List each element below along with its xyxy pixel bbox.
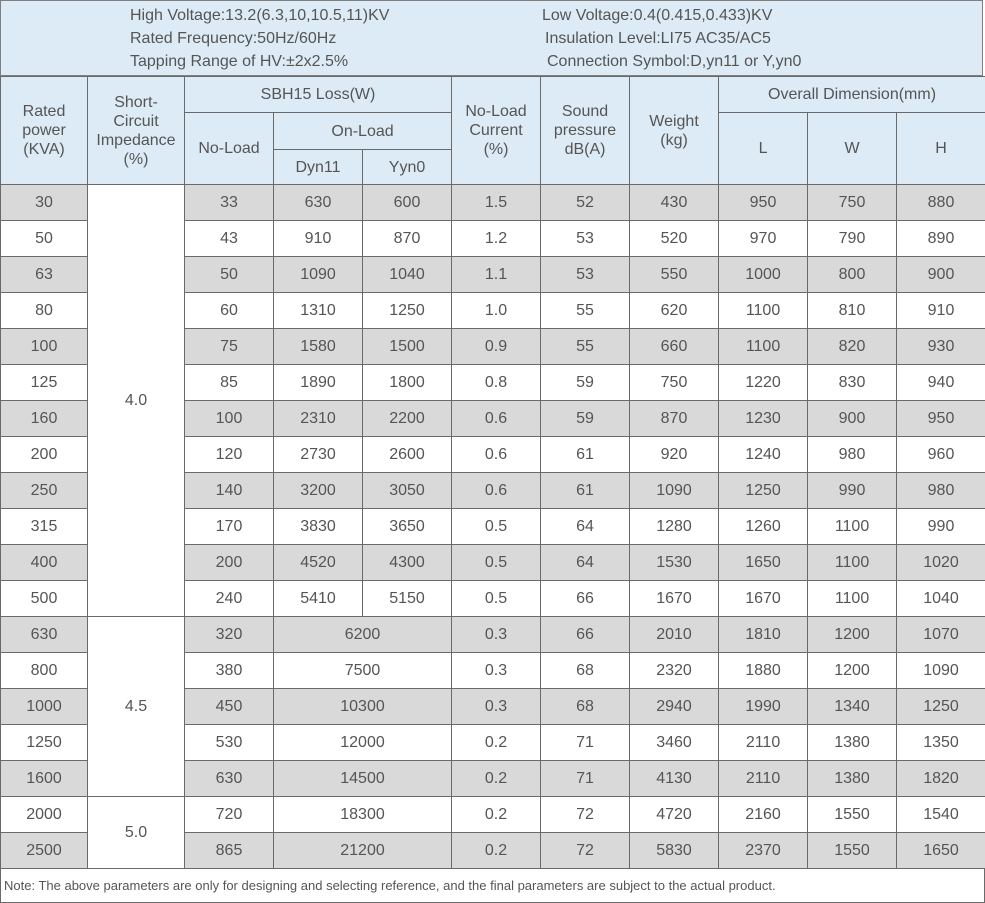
cell-height: 890	[897, 221, 985, 257]
cell-weight: 1670	[630, 581, 719, 617]
cell-height: 1250	[897, 689, 985, 725]
cell-rated-power: 160	[1, 401, 88, 437]
cell-sound-pressure: 59	[541, 401, 630, 437]
cell-rated-power: 50	[1, 221, 88, 257]
cell-sound-pressure: 68	[541, 689, 630, 725]
cell-no-load-current: 0.9	[452, 329, 541, 365]
header-impedance: Short- Circuit Impedance (%)	[88, 77, 185, 185]
note-text: Note: The above parameters are only for designing and selecting reference, and the final parameters are subject to the actual product.	[0, 868, 985, 903]
cell-dyn11-loss: 5410	[274, 581, 363, 617]
cell-rated-power: 400	[1, 545, 88, 581]
cell-weight: 920	[630, 437, 719, 473]
high-voltage-text: High Voltage:13.2(6.3,10,10.5,11)KV	[130, 7, 390, 24]
cell-no-load-current: 0.3	[452, 653, 541, 689]
cell-rated-power: 30	[1, 185, 88, 221]
cell-weight: 2320	[630, 653, 719, 689]
cell-sound-pressure: 66	[541, 617, 630, 653]
cell-no-load-loss: 530	[185, 725, 274, 761]
cell-no-load-loss: 75	[185, 329, 274, 365]
cell-dyn11-loss: 3200	[274, 473, 363, 509]
cell-rated-power: 800	[1, 653, 88, 689]
cell-no-load-current: 0.2	[452, 761, 541, 797]
cell-no-load-loss: 43	[185, 221, 274, 257]
cell-length: 2160	[719, 797, 808, 833]
cell-dyn11-loss: 4520	[274, 545, 363, 581]
header-yyn0: Yyn0	[363, 150, 452, 185]
cell-on-load-loss: 7500	[274, 653, 452, 689]
cell-impedance: 4.5	[88, 617, 185, 797]
cell-dyn11-loss: 2730	[274, 437, 363, 473]
cell-no-load-current: 0.5	[452, 545, 541, 581]
cell-sound-pressure: 53	[541, 221, 630, 257]
cell-yyn0-loss: 1250	[363, 293, 452, 329]
cell-sound-pressure: 59	[541, 365, 630, 401]
cell-width: 830	[808, 365, 897, 401]
cell-on-load-loss: 10300	[274, 689, 452, 725]
cell-weight: 4720	[630, 797, 719, 833]
cell-rated-power: 1250	[1, 725, 88, 761]
cell-yyn0-loss: 1800	[363, 365, 452, 401]
cell-sound-pressure: 61	[541, 473, 630, 509]
cell-height: 1820	[897, 761, 985, 797]
cell-dyn11-loss: 1890	[274, 365, 363, 401]
cell-width: 980	[808, 437, 897, 473]
cell-no-load-current: 1.1	[452, 257, 541, 293]
cell-weight: 4130	[630, 761, 719, 797]
cell-length: 2110	[719, 761, 808, 797]
cell-length: 1250	[719, 473, 808, 509]
cell-width: 1550	[808, 797, 897, 833]
table-row	[1, 185, 985, 221]
cell-length: 1810	[719, 617, 808, 653]
cell-no-load-current: 0.6	[452, 401, 541, 437]
cell-length: 1990	[719, 689, 808, 725]
cell-width: 820	[808, 329, 897, 365]
cell-height: 1540	[897, 797, 985, 833]
cell-height: 1090	[897, 653, 985, 689]
cell-width: 1100	[808, 545, 897, 581]
cell-width: 750	[808, 185, 897, 221]
cell-no-load-loss: 120	[185, 437, 274, 473]
cell-yyn0-loss: 870	[363, 221, 452, 257]
cell-no-load-loss: 33	[185, 185, 274, 221]
cell-width: 790	[808, 221, 897, 257]
header-w: W	[808, 113, 897, 185]
cell-yyn0-loss: 2600	[363, 437, 452, 473]
cell-dyn11-loss: 630	[274, 185, 363, 221]
cell-no-load-current: 0.2	[452, 797, 541, 833]
cell-width: 1100	[808, 581, 897, 617]
header-dyn11: Dyn11	[274, 150, 363, 185]
cell-height: 1020	[897, 545, 985, 581]
cell-sound-pressure: 72	[541, 833, 630, 869]
cell-sound-pressure: 61	[541, 437, 630, 473]
cell-height: 1350	[897, 725, 985, 761]
cell-height: 930	[897, 329, 985, 365]
header-loss: SBH15 Loss(W)	[185, 77, 452, 113]
cell-dyn11-loss: 2310	[274, 401, 363, 437]
cell-rated-power: 100	[1, 329, 88, 365]
cell-length: 1220	[719, 365, 808, 401]
table-body	[1, 185, 985, 869]
cell-no-load-current: 0.5	[452, 581, 541, 617]
low-voltage-text: Low Voltage:0.4(0.415,0.433)KV	[542, 7, 773, 24]
cell-length: 2110	[719, 725, 808, 761]
cell-weight: 750	[630, 365, 719, 401]
cell-length: 1670	[719, 581, 808, 617]
cell-weight: 5830	[630, 833, 719, 869]
cell-length: 1230	[719, 401, 808, 437]
cell-width: 1200	[808, 653, 897, 689]
cell-yyn0-loss: 2200	[363, 401, 452, 437]
cell-no-load-current: 0.3	[452, 617, 541, 653]
cell-no-load-loss: 865	[185, 833, 274, 869]
cell-height: 940	[897, 365, 985, 401]
header-l: L	[719, 113, 808, 185]
cell-dyn11-loss: 3830	[274, 509, 363, 545]
cell-width: 1200	[808, 617, 897, 653]
cell-height: 980	[897, 473, 985, 509]
cell-length: 1880	[719, 653, 808, 689]
cell-dyn11-loss: 1090	[274, 257, 363, 293]
cell-no-load-current: 0.5	[452, 509, 541, 545]
cell-no-load-loss: 720	[185, 797, 274, 833]
cell-length: 1000	[719, 257, 808, 293]
tapping-range-text: Tapping Range of HV:±2x2.5%	[130, 53, 349, 70]
cell-weight: 620	[630, 293, 719, 329]
cell-sound-pressure: 71	[541, 725, 630, 761]
cell-width: 1100	[808, 509, 897, 545]
cell-no-load-loss: 85	[185, 365, 274, 401]
cell-height: 900	[897, 257, 985, 293]
cell-no-load-current: 1.5	[452, 185, 541, 221]
cell-no-load-current: 1.0	[452, 293, 541, 329]
cell-length: 2370	[719, 833, 808, 869]
cell-no-load-current: 0.8	[452, 365, 541, 401]
cell-rated-power: 2500	[1, 833, 88, 869]
cell-yyn0-loss: 1040	[363, 257, 452, 293]
cell-weight: 550	[630, 257, 719, 293]
cell-yyn0-loss: 3050	[363, 473, 452, 509]
cell-rated-power: 1000	[1, 689, 88, 725]
cell-no-load-current: 0.3	[452, 689, 541, 725]
cell-rated-power: 63	[1, 257, 88, 293]
cell-height: 1070	[897, 617, 985, 653]
header-dimension: Overall Dimension(mm)	[719, 77, 985, 113]
cell-weight: 2940	[630, 689, 719, 725]
cell-length: 1100	[719, 329, 808, 365]
cell-no-load-current: 0.2	[452, 833, 541, 869]
cell-sound-pressure: 64	[541, 509, 630, 545]
cell-weight: 430	[630, 185, 719, 221]
cell-no-load-loss: 380	[185, 653, 274, 689]
cell-no-load-loss: 450	[185, 689, 274, 725]
cell-rated-power: 250	[1, 473, 88, 509]
header-on-load: On-Load	[274, 113, 452, 150]
cell-dyn11-loss: 1580	[274, 329, 363, 365]
cell-no-load-current: 0.6	[452, 437, 541, 473]
cell-no-load-loss: 50	[185, 257, 274, 293]
cell-width: 1550	[808, 833, 897, 869]
cell-no-load-loss: 200	[185, 545, 274, 581]
cell-width: 1380	[808, 761, 897, 797]
cell-no-load-loss: 140	[185, 473, 274, 509]
header-no-load-current: No-Load Current (%)	[452, 77, 541, 185]
cell-yyn0-loss: 600	[363, 185, 452, 221]
cell-length: 1260	[719, 509, 808, 545]
cell-on-load-loss: 12000	[274, 725, 452, 761]
spec-header	[0, 0, 983, 76]
cell-no-load-loss: 630	[185, 761, 274, 797]
cell-rated-power: 630	[1, 617, 88, 653]
parameter-table	[0, 76, 985, 869]
cell-width: 900	[808, 401, 897, 437]
insulation-level-text: Insulation Level:LI75 AC35/AC5	[545, 30, 771, 47]
cell-yyn0-loss: 3650	[363, 509, 452, 545]
cell-weight: 870	[630, 401, 719, 437]
cell-yyn0-loss: 1500	[363, 329, 452, 365]
cell-dyn11-loss: 910	[274, 221, 363, 257]
cell-width: 800	[808, 257, 897, 293]
cell-weight: 660	[630, 329, 719, 365]
cell-no-load-loss: 170	[185, 509, 274, 545]
cell-height: 1040	[897, 581, 985, 617]
connection-symbol-text: Connection Symbol:D,yn11 or Y,yn0	[547, 53, 802, 70]
cell-no-load-loss: 100	[185, 401, 274, 437]
cell-rated-power: 2000	[1, 797, 88, 833]
cell-weight: 2010	[630, 617, 719, 653]
cell-length: 1240	[719, 437, 808, 473]
cell-sound-pressure: 72	[541, 797, 630, 833]
cell-yyn0-loss: 4300	[363, 545, 452, 581]
cell-on-load-loss: 18300	[274, 797, 452, 833]
cell-impedance: 5.0	[88, 797, 185, 869]
cell-length: 970	[719, 221, 808, 257]
cell-no-load-loss: 60	[185, 293, 274, 329]
cell-weight: 1280	[630, 509, 719, 545]
header-weight: Weight (kg)	[630, 77, 719, 185]
cell-sound-pressure: 71	[541, 761, 630, 797]
cell-width: 1340	[808, 689, 897, 725]
cell-height: 880	[897, 185, 985, 221]
cell-dyn11-loss: 1310	[274, 293, 363, 329]
cell-on-load-loss: 14500	[274, 761, 452, 797]
cell-weight: 1530	[630, 545, 719, 581]
cell-height: 1650	[897, 833, 985, 869]
cell-sound-pressure: 64	[541, 545, 630, 581]
cell-length: 950	[719, 185, 808, 221]
cell-width: 810	[808, 293, 897, 329]
cell-weight: 1090	[630, 473, 719, 509]
table-row	[1, 617, 985, 653]
cell-height: 910	[897, 293, 985, 329]
table-row	[1, 797, 985, 833]
cell-rated-power: 125	[1, 365, 88, 401]
header-no-load: No-Load	[185, 113, 274, 185]
cell-weight: 520	[630, 221, 719, 257]
cell-sound-pressure: 55	[541, 293, 630, 329]
rated-frequency-text: Rated Frequency:50Hz/60Hz	[130, 30, 337, 47]
header-h: H	[897, 113, 985, 185]
cell-no-load-current: 0.2	[452, 725, 541, 761]
cell-sound-pressure: 53	[541, 257, 630, 293]
cell-weight: 3460	[630, 725, 719, 761]
header-sound: Sound pressure dB(A)	[541, 77, 630, 185]
header-rated-power: Rated power (KVA)	[1, 77, 88, 185]
cell-height: 950	[897, 401, 985, 437]
cell-sound-pressure: 55	[541, 329, 630, 365]
cell-rated-power: 500	[1, 581, 88, 617]
cell-on-load-loss: 21200	[274, 833, 452, 869]
cell-rated-power: 80	[1, 293, 88, 329]
cell-no-load-current: 1.2	[452, 221, 541, 257]
cell-impedance: 4.0	[88, 185, 185, 617]
cell-sound-pressure: 52	[541, 185, 630, 221]
cell-length: 1650	[719, 545, 808, 581]
cell-height: 990	[897, 509, 985, 545]
cell-no-load-loss: 320	[185, 617, 274, 653]
cell-height: 960	[897, 437, 985, 473]
cell-width: 1380	[808, 725, 897, 761]
cell-rated-power: 1600	[1, 761, 88, 797]
cell-sound-pressure: 68	[541, 653, 630, 689]
cell-rated-power: 200	[1, 437, 88, 473]
cell-yyn0-loss: 5150	[363, 581, 452, 617]
cell-no-load-loss: 240	[185, 581, 274, 617]
cell-sound-pressure: 66	[541, 581, 630, 617]
cell-on-load-loss: 6200	[274, 617, 452, 653]
cell-length: 1100	[719, 293, 808, 329]
cell-no-load-current: 0.6	[452, 473, 541, 509]
cell-rated-power: 315	[1, 509, 88, 545]
cell-width: 990	[808, 473, 897, 509]
